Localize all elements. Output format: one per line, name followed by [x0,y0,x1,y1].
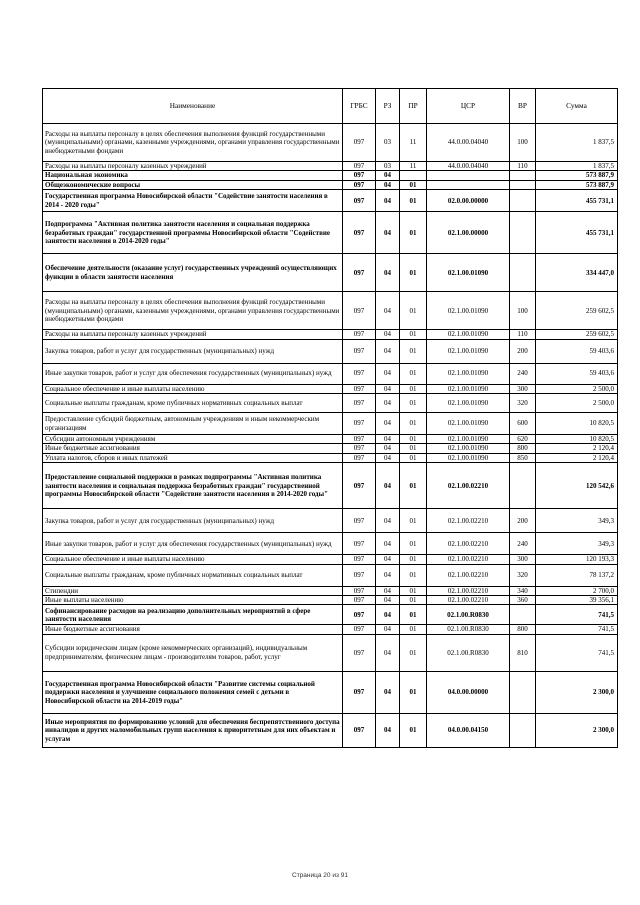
row-sum: 2 500,0 [536,394,618,413]
row-csr: 02.1.00.02210 [427,596,510,605]
row-sum: 1 837,5 [536,124,618,162]
row-csr [427,171,510,180]
row-pr: 01 [400,339,427,363]
row-csr: 02.1.00.01090 [427,339,510,363]
row-grbs: 097 [343,162,376,171]
row-name: Предоставление субсидий бюджетным, автономным учреждениям и иным некоммерческим организациям [43,413,343,435]
table-row [43,671,618,713]
row-vr: 300 [510,555,536,564]
row-sum: 741,5 [536,634,618,671]
row-pr: 01 [400,564,427,586]
table-row [43,394,618,413]
row-name: Государственная программа Новосибирской области "Содействие занятости населения в 2014 - 2020 годы" [43,190,343,212]
row-rz: 04 [376,713,400,747]
row-vr: 100 [510,292,536,330]
table-row [43,384,618,393]
row-grbs: 097 [343,339,376,363]
budget-table [42,88,618,748]
row-vr [510,171,536,180]
row-name: Иные выплаты населению [43,596,343,605]
row-pr: 01 [400,453,427,462]
row-name: Закупка товаров, работ и услуг для государственных (муниципальных) нужд [43,339,343,363]
row-vr: 240 [510,363,536,384]
row-grbs: 097 [343,453,376,462]
row-grbs: 097 [343,555,376,564]
table-row [43,413,618,435]
table-row [43,634,618,671]
table-row [43,713,618,747]
row-name: Стипендии [43,586,343,595]
row-sum: 1 837,5 [536,162,618,171]
row-sum: 2 300,0 [536,671,618,713]
table-row [43,363,618,384]
row-rz: 03 [376,124,400,162]
row-pr: 01 [400,413,427,435]
table-row [43,292,618,330]
page-number: Страница 20 из 91 [292,872,348,879]
row-sum: 78 137,2 [536,564,618,586]
row-csr: 02.1.00.01090 [427,384,510,393]
row-vr [510,713,536,747]
row-rz: 04 [376,363,400,384]
row-name: Социальное обеспечение и иные выплаты населению [43,555,343,564]
row-grbs: 097 [343,596,376,605]
row-csr: 02.1.00.00000 [427,212,510,254]
row-vr: 800 [510,625,536,634]
row-rz: 04 [376,596,400,605]
row-rz: 04 [376,444,400,453]
table-row [43,162,618,171]
row-name: Социальные выплаты гражданам, кроме публичных нормативных социальных выплат [43,564,343,586]
row-grbs: 097 [343,533,376,555]
row-rz: 04 [376,463,400,509]
row-sum: 2 300,0 [536,713,618,747]
row-vr: 100 [510,124,536,162]
row-pr: 01 [400,190,427,212]
table-row [43,435,618,444]
row-csr: 02.1.00.02210 [427,533,510,555]
row-pr: 01 [400,605,427,625]
row-name: Обеспечение деятельности (оказание услуг) государственных учреждений осуществляющих функции в области занятости населения [43,254,343,292]
row-sum: 59 403,6 [536,339,618,363]
table-row [43,171,618,180]
row-name: Расходы на выплаты персоналу казенных учреждений [43,330,343,339]
row-sum: 2 120,4 [536,444,618,453]
row-grbs: 097 [343,605,376,625]
row-rz: 04 [376,509,400,533]
row-vr: 300 [510,384,536,393]
row-rz: 04 [376,634,400,671]
row-rz: 04 [376,384,400,393]
row-csr: 02.1.00.R0830 [427,634,510,671]
col-header-vr: ВР [510,89,536,124]
row-csr: 02.1.00.01090 [427,394,510,413]
row-pr: 01 [400,671,427,713]
table-row [43,586,618,595]
row-pr: 01 [400,634,427,671]
row-vr: 810 [510,634,536,671]
row-name: Закупка товаров, работ и услуг для государственных (муниципальных) нужд [43,509,343,533]
row-pr: 01 [400,625,427,634]
row-pr: 11 [400,124,427,162]
row-vr [510,605,536,625]
row-csr: 02.1.00.01090 [427,413,510,435]
row-csr: 02.1.00.02210 [427,463,510,509]
row-pr: 01 [400,713,427,747]
row-name: Иные закупки товаров, работ и услуг для обеспечения государственных (муниципальных) нужд [43,363,343,384]
row-grbs: 097 [343,625,376,634]
row-sum: 349,3 [536,509,618,533]
row-sum: 741,5 [536,625,618,634]
row-sum: 10 820,5 [536,413,618,435]
table-row [43,605,618,625]
row-name: Иные закупки товаров, работ и услуг для обеспечения государственных (муниципальных) нужд [43,533,343,555]
row-sum: 59 403,6 [536,363,618,384]
row-vr: 360 [510,596,536,605]
table-row [43,596,618,605]
row-pr: 01 [400,555,427,564]
row-grbs: 097 [343,713,376,747]
row-grbs: 097 [343,564,376,586]
row-vr: 340 [510,586,536,595]
row-grbs: 097 [343,463,376,509]
row-name: Иные бюджетные ассигнования [43,625,343,634]
row-rz: 04 [376,254,400,292]
row-grbs: 097 [343,124,376,162]
row-rz: 04 [376,171,400,180]
row-name: Социальные выплаты гражданам, кроме публичных нормативных социальных выплат [43,394,343,413]
row-grbs: 097 [343,363,376,384]
row-name: Иные мероприятия по формированию условий для обеспечения беспрепятственного доступа инвалидов и других маломобильных групп населения к приоритетным для них объектам и услугам [43,713,343,747]
row-vr [510,180,536,189]
row-vr [510,671,536,713]
row-pr: 01 [400,292,427,330]
row-rz: 04 [376,564,400,586]
row-vr: 850 [510,453,536,462]
table-row [43,533,618,555]
row-name: Иные бюджетные ассигнования [43,444,343,453]
row-csr: 02.1.00.01090 [427,453,510,462]
row-rz: 04 [376,330,400,339]
row-vr: 620 [510,435,536,444]
table-row [43,564,618,586]
row-pr: 01 [400,180,427,189]
table-row [43,124,618,162]
row-vr: 110 [510,330,536,339]
row-grbs: 097 [343,586,376,595]
row-name: Субсидии автономным учреждениям [43,435,343,444]
row-pr: 01 [400,509,427,533]
row-grbs: 097 [343,292,376,330]
row-sum: 259 602,5 [536,292,618,330]
row-name: Социальное обеспечение и иные выплаты населению [43,384,343,393]
row-grbs: 097 [343,180,376,189]
row-pr: 01 [400,444,427,453]
row-grbs: 097 [343,671,376,713]
row-grbs: 097 [343,330,376,339]
row-name: Национальная экономика [43,171,343,180]
table-row [43,180,618,189]
row-csr: 02.1.00.01090 [427,292,510,330]
table-row [43,463,618,509]
row-csr: 02.1.00.02210 [427,509,510,533]
row-sum: 573 887,9 [536,180,618,189]
row-rz: 04 [376,339,400,363]
row-vr: 200 [510,509,536,533]
row-sum: 573 887,9 [536,171,618,180]
row-csr: 44.0.00.04040 [427,124,510,162]
row-sum: 2 500,0 [536,384,618,393]
row-csr: 02.1.00.R0830 [427,605,510,625]
row-grbs: 097 [343,190,376,212]
row-pr: 01 [400,435,427,444]
row-vr [510,463,536,509]
row-rz: 04 [376,533,400,555]
row-name: Уплата налогов, сборов и иных платежей [43,453,343,462]
row-pr: 01 [400,533,427,555]
row-pr: 01 [400,254,427,292]
table-row [43,254,618,292]
row-csr: 02.1.00.01090 [427,435,510,444]
row-sum: 39 356,1 [536,596,618,605]
row-sum: 349,3 [536,533,618,555]
row-pr: 01 [400,212,427,254]
row-grbs: 097 [343,435,376,444]
row-grbs: 097 [343,212,376,254]
row-sum: 2 700,0 [536,586,618,595]
row-pr: 01 [400,463,427,509]
table-row [43,339,618,363]
row-rz: 04 [376,413,400,435]
table-row [43,190,618,212]
row-rz: 03 [376,162,400,171]
row-csr: 02.1.00.R0830 [427,625,510,634]
row-sum: 455 731,1 [536,190,618,212]
row-vr: 600 [510,413,536,435]
row-rz: 04 [376,212,400,254]
row-name: Софинансирование расходов на реализацию дополнительных мероприятий в сфере занятости населения [43,605,343,625]
row-name: Субсидии юридическим лицам (кроме некоммерческих организаций), индивидуальным предпринимателям, физическим лицам - производителям товаров, работ, услуг [43,634,343,671]
row-csr: 04.0.00.04150 [427,713,510,747]
row-pr: 11 [400,162,427,171]
row-pr: 01 [400,384,427,393]
row-vr: 320 [510,564,536,586]
table-row [43,212,618,254]
table-header-row [43,89,618,124]
row-name: Расходы на выплаты персоналу в целях обеспечения выполнения функций государственными (муниципальными) органами, казенными учреждениями, органами управления государственными внебюджетными фондами [43,292,343,330]
row-rz: 04 [376,190,400,212]
table-body [43,124,618,748]
row-rz: 04 [376,586,400,595]
table-row [43,330,618,339]
row-vr: 110 [510,162,536,171]
row-pr: 01 [400,330,427,339]
row-vr [510,212,536,254]
row-rz: 04 [376,180,400,189]
table-row [43,453,618,462]
col-header-grbs: ГРБС [343,89,376,124]
row-sum: 120 542,6 [536,463,618,509]
col-header-sum: Сумма [536,89,618,124]
row-grbs: 097 [343,254,376,292]
row-sum: 259 602,5 [536,330,618,339]
row-csr: 02.1.00.01090 [427,444,510,453]
row-name: Расходы на выплаты персоналу в целях обеспечения выполнения функций государственными (муниципальными) органами, казенными учреждениями, органами управления государственными внебюджетными фондами [43,124,343,162]
row-csr: 02.1.00.02210 [427,564,510,586]
row-grbs: 097 [343,444,376,453]
row-name: Общеэкономические вопросы [43,180,343,189]
row-sum: 120 193,3 [536,555,618,564]
col-header-name: Наименование [43,89,343,124]
row-name: Подпрограмма "Активная политика занятости населения и социальная поддержка безработных граждан" государственной программы Новосибирской области "Содействие занятости населения в 2014-2020 годы" [43,212,343,254]
row-rz: 04 [376,435,400,444]
table-row [43,444,618,453]
row-csr: 02.0.00.00000 [427,190,510,212]
row-sum: 2 120,4 [536,453,618,462]
row-vr: 800 [510,444,536,453]
row-sum: 455 731,1 [536,212,618,254]
row-rz: 04 [376,394,400,413]
row-vr [510,254,536,292]
row-vr [510,190,536,212]
row-pr: 01 [400,596,427,605]
row-csr: 02.1.00.01090 [427,330,510,339]
col-header-rz: РЗ [376,89,400,124]
row-name: Предоставление социальной поддержки в рамках подпрограммы "Активная политика занятости населения и социальная поддержка безработных граждан" государственной программы Новосибирской области "Содействие занятости населения в 2014-2020 годы" [43,463,343,509]
row-vr: 240 [510,533,536,555]
row-grbs: 097 [343,413,376,435]
col-header-csr: ЦСР [427,89,510,124]
row-sum: 334 447,0 [536,254,618,292]
row-csr: 04.0.00.00000 [427,671,510,713]
row-rz: 04 [376,605,400,625]
row-name: Государственная программа Новосибирской области "Развитие системы социальной поддержки населения и улучшение социального положения семей с детьми в Новосибирской области на 2014-2019 годы" [43,671,343,713]
row-pr [400,171,427,180]
row-vr: 320 [510,394,536,413]
row-rz: 04 [376,453,400,462]
row-grbs: 097 [343,171,376,180]
row-rz: 04 [376,671,400,713]
row-grbs: 097 [343,384,376,393]
row-rz: 04 [376,625,400,634]
row-csr: 02.1.00.01090 [427,254,510,292]
col-header-pr: ПР [400,89,427,124]
row-grbs: 097 [343,509,376,533]
row-sum: 10 820,5 [536,435,618,444]
row-csr: 02.1.00.02210 [427,555,510,564]
row-rz: 04 [376,555,400,564]
row-grbs: 097 [343,634,376,671]
row-csr: 02.1.00.02210 [427,586,510,595]
row-grbs: 097 [343,394,376,413]
row-csr [427,180,510,189]
table-row [43,509,618,533]
row-rz: 04 [376,292,400,330]
table-row [43,625,618,634]
row-csr: 44.0.00.04040 [427,162,510,171]
row-pr: 01 [400,586,427,595]
row-sum: 741,5 [536,605,618,625]
row-pr: 01 [400,394,427,413]
table-row [43,555,618,564]
row-pr: 01 [400,363,427,384]
row-csr: 02.1.00.01090 [427,363,510,384]
row-vr: 200 [510,339,536,363]
row-name: Расходы на выплаты персоналу казенных учреждений [43,162,343,171]
